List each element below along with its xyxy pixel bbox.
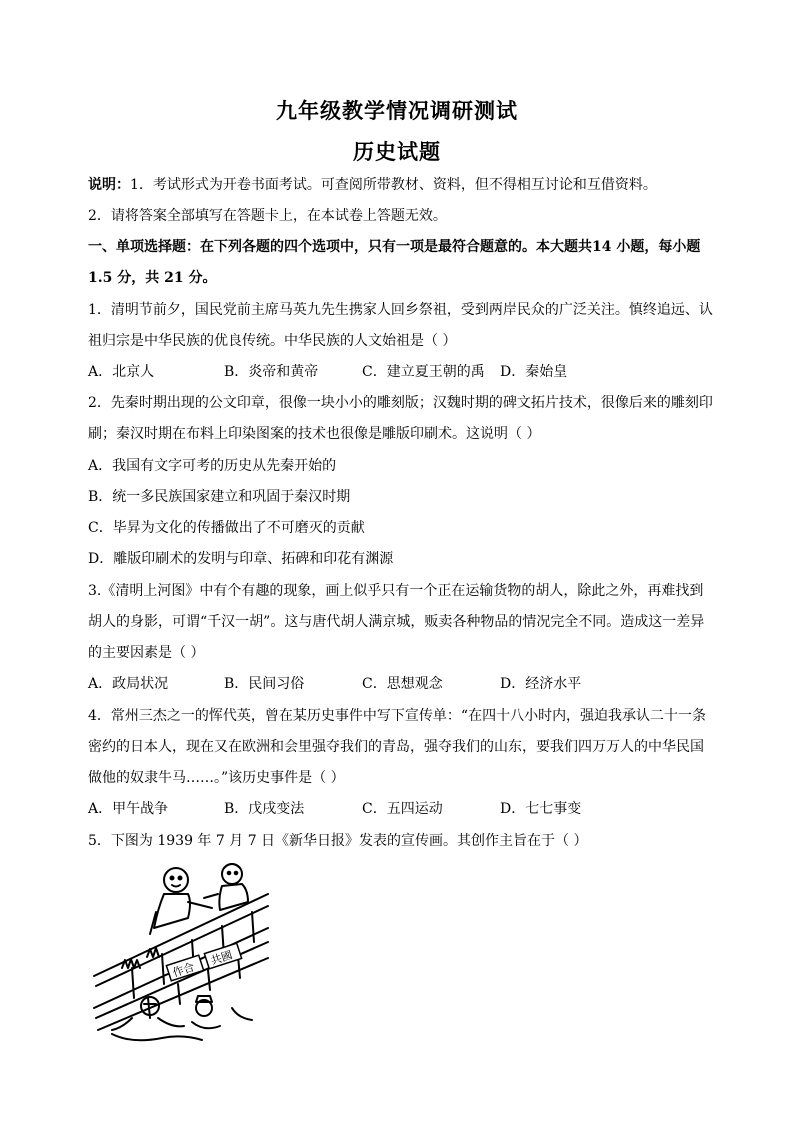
cartoon-text-right: 共國 bbox=[209, 948, 235, 968]
q3-option-b: B．民间习俗 bbox=[224, 676, 305, 692]
page-title: 九年级教学情况调研测试 bbox=[276, 98, 518, 123]
q4-option-c: C．五四运动 bbox=[362, 801, 443, 817]
q1-stem-line-1: 1．清明节前夕，国民党前主席马英九先生携家人回乡祭祖，受到两岸民众的广泛关注。慎终追远、认 bbox=[88, 302, 713, 318]
q1-option-b: B．炎帝和黄帝 bbox=[224, 364, 319, 380]
q4-stem-line-2: 密约的日本人，现在又在欧洲和会里强夺我们的青岛，强夺我们的山东，要我们四万万人的中华民国 bbox=[88, 739, 704, 755]
q1-option-d: D．秦始皇 bbox=[500, 364, 568, 380]
q3-stem-line-1: 3.《清明上河图》中有个有趣的现象，画上似乎只有一个正在运输货物的胡人，除此之外，再难找到 bbox=[88, 583, 704, 599]
q2-option-a: A．我国有文字可考的历史从先秦开始的 bbox=[88, 458, 337, 474]
q2-stem-line-2: 刷；秦汉时期在布料上印染图案的技术也很像是雕版印刷术。这说明（ ） bbox=[88, 426, 541, 442]
q2-option-c: C．毕昇为文化的传播做出了不可磨灭的贡献 bbox=[88, 520, 365, 536]
section-heading-line-2: 1.5 分，共 21 分。 bbox=[88, 270, 217, 286]
section-heading-line-1: 一、单项选择题：在下列各题的四个选项中，只有一项是最符合题意的。本大题共14 小题，每小题 bbox=[88, 239, 701, 255]
notes-item-1: 1．考试形式为开卷书面考试。可查阅所带教材、资料，但不得相互讨论和互借资料。 bbox=[130, 177, 657, 193]
propaganda-cartoon-image bbox=[92, 858, 272, 1048]
q2-option-d: D．雕版印刷术的发明与印章、拓碑和印花有渊源 bbox=[88, 551, 394, 567]
q4-option-d: D．七七事变 bbox=[500, 801, 582, 817]
q2-stem-line-1: 2．先秦时期出现的公文印章，很像一块小小的雕刻版；汉魏时期的碑文拓片技术，很像后来的雕刻印 bbox=[88, 395, 713, 411]
notes-line-1 bbox=[88, 175, 728, 195]
q3-option-c: C．思想观念 bbox=[362, 676, 443, 692]
q2-option-b: B．统一多民族国家建立和巩固于秦汉时期 bbox=[88, 489, 351, 505]
page-subtitle: 历史试题 bbox=[353, 139, 441, 164]
q3-option-d: D．经济水平 bbox=[500, 676, 582, 692]
q3-option-a: A．政局状况 bbox=[88, 676, 169, 692]
q1-option-a: A．北京人 bbox=[88, 364, 155, 380]
notes-item-2: 2．请将答案全部填写在答题卡上，在本试卷上答题无效。 bbox=[88, 208, 447, 224]
q4-stem-line-1: 4．常州三杰之一的恽代英，曾在某历史事件中写下宣传单：“在四十八小时内，强迫我承认二十一条 bbox=[88, 708, 707, 724]
cartoon-text-left: 作合 bbox=[171, 960, 197, 980]
q5-stem-line-1: 5．下图为 1939 年 7 月 7 日《新华日报》发表的宣传画。其创作主旨在于（ ） bbox=[88, 833, 588, 849]
q4-option-b: B．戊戌变法 bbox=[224, 801, 305, 817]
q3-stem-line-3: 的主要因素是（ ） bbox=[88, 645, 205, 661]
notes-label: 说明： bbox=[88, 177, 130, 193]
q3-stem-line-2: 胡人的身影，可谓“千汉一胡”。这与唐代胡人满京城，贩卖各种物品的情况完全不同。造成这一差异 bbox=[88, 614, 705, 630]
q4-option-a: A．甲午战争 bbox=[88, 801, 169, 817]
q4-stem-line-3: 做他的奴隶牛马……。”该历史事件是（ ） bbox=[88, 770, 345, 786]
q1-stem-line-2: 祖归宗是中华民族的优良传统。中华民族的人文始祖是（ ） bbox=[88, 333, 457, 349]
q1-option-c: C．建立夏王朝的禹 bbox=[362, 364, 485, 380]
